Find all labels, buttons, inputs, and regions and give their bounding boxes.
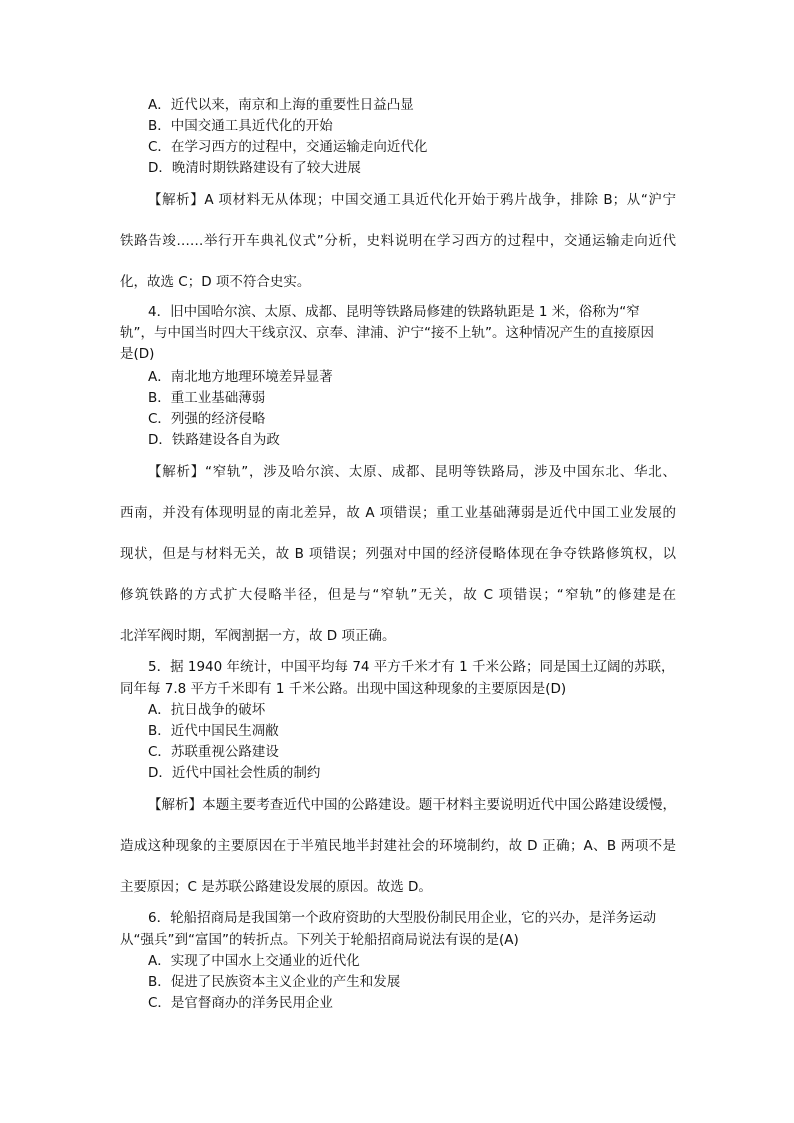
q4-analysis-line-2: 西南，并没有体现明显的南北差异，故 A 项错误；重工业基础薄弱是近代中国工业发展的 <box>120 505 676 521</box>
q5-analysis-line-1: 【解析】本题主要考查近代中国的公路建设。题干材料主要说明近代中国公路建设缓慢， <box>148 797 676 813</box>
q4-stem-line-2: 轨”，与中国当时四大干线京汉、京奉、津浦、沪宁“接不上轨”。这种情况产生的直接原因 <box>120 325 654 341</box>
q6-stem-text-1: 6．轮船招商局是我国第一个政府资助的大型股份制民用企业，它的兴办，是洋务运动 <box>148 910 657 926</box>
q4-analysis-line-1: 【解析】“窄轨”，涉及哈尔滨、太原、成都、昆明等铁路局，涉及中国东北、华北、 <box>148 464 676 480</box>
q4-stem-line-3: 是(D) <box>120 346 155 362</box>
q4-option-c: C．列强的经济侵略 <box>148 411 266 427</box>
q5-stem-line-1 <box>120 658 676 676</box>
q4-stem-line-1 <box>120 303 676 321</box>
q5-stem-line-2: 同年每 7.8 平方千米即有 1 千米公路。出现中国这种现象的主要原因是(D) <box>120 681 567 697</box>
q6-stem-line-1 <box>120 909 676 927</box>
q6-option-a: A．实现了中国水上交通业的近代化 <box>148 953 360 969</box>
q5-option-d: D．近代中国社会性质的制约 <box>148 765 321 781</box>
q6-stem-line-2: 从“强兵”到“富国”的转折点。下列关于轮船招商局说法有误的是(A) <box>120 932 519 948</box>
q4-option-a: A．南北地方地理环境差异显著 <box>148 369 333 385</box>
q4-analysis-line-3: 现状，但是与材料无关，故 B 项错误；列强对中国的经济侵略体现在争夺铁路修筑权，以 <box>120 546 676 562</box>
q5-option-c: C．苏联重视公路建设 <box>148 744 279 760</box>
q3-option-a: A．近代以来，南京和上海的重要性日益凸显 <box>148 97 414 113</box>
q5-option-a: A．抗日战争的破坏 <box>148 702 266 718</box>
q6-option-b: B．促进了民族资本主义企业的产生和发展 <box>148 974 401 990</box>
q3-option-c: C．在学习西方的过程中，交通运输走向近代化 <box>148 139 428 155</box>
q3-option-b: B．中国交通工具近代化的开始 <box>148 118 333 134</box>
q5-option-b: B．近代中国民生凋敝 <box>148 723 279 739</box>
q3-analysis-line-3: 化，故选 C；D 项不符合史实。 <box>120 274 311 290</box>
q3-analysis-line-2: 铁路告竣……举行开车典礼仪式”分析，史料说明在学习西方的过程中，交通运输走向近代 <box>120 233 676 249</box>
q3-option-d: D．晚清时期铁路建设有了较大进展 <box>148 160 361 176</box>
q5-analysis-line-3: 主要原因；C 是苏联公路建设发展的原因。故选 D。 <box>120 879 432 895</box>
q4-analysis-line-4: 修筑铁路的方式扩大侵略半径，但是与“窄轨”无关，故 C 项错误；“窄轨”的修建是在 <box>120 587 676 603</box>
q4-option-b: B．重工业基础薄弱 <box>148 390 266 406</box>
q3-analysis-line-1: 【解析】A 项材料无从体现；中国交通工具近代化开始于鸦片战争，排除 B；从“沪宁 <box>148 192 676 208</box>
q5-stem-text-1: 5．据 1940 年统计，中国平均每 74 平方千米才有 1 千米公路；同是国土辽阔的苏联， <box>148 659 675 675</box>
q4-stem-text-1: 4．旧中国哈尔滨、太原、成都、昆明等铁路局修建的铁路轨距是 1 米，俗称为“窄 <box>148 304 640 320</box>
q4-option-d: D．铁路建设各自为政 <box>148 432 280 448</box>
q6-option-c: C．是官督商办的洋务民用企业 <box>148 995 333 1011</box>
q4-analysis-line-5: 北洋军阀时期，军阀割据一方，故 D 项正确。 <box>120 628 396 644</box>
q5-analysis-line-2: 造成这种现象的主要原因在于半殖民地半封建社会的环境制约，故 D 正确；A、B 两项不是 <box>120 838 676 854</box>
